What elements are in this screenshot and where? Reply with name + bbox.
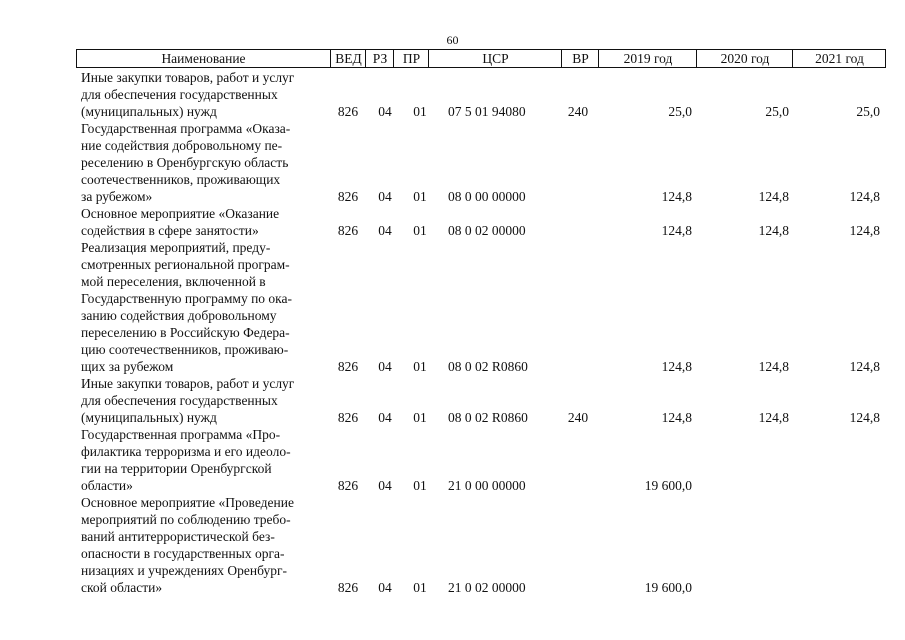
row-name: Иные закупки товаров, работ и услуг для обеспечения государственных (муниципальных) нужд [81, 70, 295, 119]
row-ved: 826 [337, 410, 359, 425]
row-name: Основное мероприятие «Проведение мероприятий по соблюдению требо- ваний антитеррористической без- опасности в государственных орга- низациях и учреждениях Оренбург- ской области» [81, 495, 294, 595]
row-rz: 04 [378, 189, 392, 204]
row-2020: 124,8 [758, 410, 789, 425]
header-2019: 2019 год [598, 50, 697, 67]
row-rz: 04 [378, 580, 392, 595]
row-csr: 08 0 00 00000 [448, 189, 526, 204]
table-row [0, 375, 905, 426]
row-csr: 08 0 02 00000 [448, 223, 526, 238]
row-rz: 04 [378, 104, 392, 119]
row-2019: 124,8 [661, 359, 692, 374]
row-pr: 01 [413, 410, 427, 425]
row-csr: 21 0 00 00000 [448, 478, 526, 493]
row-2019: 19 600,0 [644, 478, 692, 493]
row-2019: 19 600,0 [644, 580, 692, 595]
row-rz: 04 [378, 410, 392, 425]
row-2019: 124,8 [661, 223, 692, 238]
row-2020: 25,0 [765, 104, 789, 119]
row-rz: 04 [378, 223, 392, 238]
row-2020: 124,8 [758, 189, 789, 204]
row-2019: 124,8 [661, 189, 692, 204]
table-row [0, 205, 905, 239]
header-name: Наименование [161, 51, 246, 66]
row-name: Государственная программа «Оказа- ние содействия добровольному пе- реселению в Оренбургскую область соотечественников, проживающих за рубежом» [81, 121, 291, 204]
row-name: Реализация мероприятий, преду- смотренных региональной програм- мой переселения, включенной в Государственную программу по ока- занию содействия добровольному переселению в Российскую Федера- цию соотечественников, проживаю- щих за рубежом [81, 240, 293, 374]
row-2020: 124,8 [758, 223, 789, 238]
row-pr: 01 [413, 359, 427, 374]
row-name: Основное мероприятие «Оказание содействия в сфере занятости» [81, 206, 280, 238]
row-vr: 240 [567, 410, 589, 425]
row-pr: 01 [413, 104, 427, 119]
row-vr: 240 [567, 104, 589, 119]
row-name: Государственная программа «Про- филактика терроризма и его идеоло- гии на территории Оренбургской области» [81, 427, 291, 493]
row-2021: 124,8 [849, 223, 880, 238]
table-row [0, 239, 905, 375]
table-row [0, 69, 905, 120]
row-pr: 01 [413, 580, 427, 595]
row-rz: 04 [378, 478, 392, 493]
row-name: Иные закупки товаров, работ и услуг для обеспечения государственных (муниципальных) нужд [81, 376, 295, 425]
header-ved: ВЕД [330, 50, 366, 67]
row-ved: 826 [337, 223, 359, 238]
row-pr: 01 [413, 189, 427, 204]
table-row [0, 426, 905, 494]
row-ved: 826 [337, 478, 359, 493]
header-rz: РЗ [365, 50, 394, 67]
row-rz: 04 [378, 359, 392, 374]
header-vr: ВР [561, 50, 599, 67]
row-ved: 826 [337, 580, 359, 595]
row-2021: 25,0 [856, 104, 880, 119]
header-pr: ПР [393, 50, 429, 67]
row-2019: 25,0 [668, 104, 692, 119]
row-ved: 826 [337, 189, 359, 204]
row-2021: 124,8 [849, 359, 880, 374]
row-2019: 124,8 [661, 410, 692, 425]
row-csr: 21 0 02 00000 [448, 580, 526, 595]
page-number: 60 [446, 33, 459, 47]
row-pr: 01 [413, 478, 427, 493]
row-2020: 124,8 [758, 359, 789, 374]
table-row [0, 494, 905, 596]
row-2021: 124,8 [849, 189, 880, 204]
row-pr: 01 [413, 223, 427, 238]
row-ved: 826 [337, 104, 359, 119]
table-row [0, 120, 905, 205]
header-csr: ЦСР [428, 50, 562, 67]
header-2020: 2020 год [696, 50, 793, 67]
row-ved: 826 [337, 359, 359, 374]
row-csr: 08 0 02 R0860 [448, 359, 528, 374]
row-csr: 07 5 01 94080 [448, 104, 526, 119]
row-2021: 124,8 [849, 410, 880, 425]
header-2021: 2021 год [792, 50, 886, 67]
row-csr: 08 0 02 R0860 [448, 410, 528, 425]
